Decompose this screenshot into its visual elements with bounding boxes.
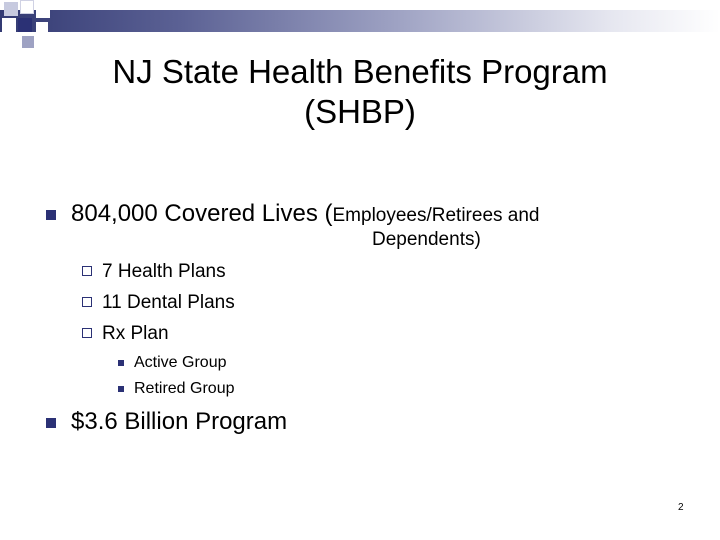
hollow-square-bullet-icon — [82, 297, 92, 307]
square-bullet-icon — [46, 210, 56, 220]
health-plans-text: 7 Health Plans — [102, 261, 226, 282]
covered-lives-detail: Employees/Retirees and — [332, 205, 540, 226]
small-square-bullet-icon — [118, 360, 124, 366]
hollow-square-bullet-icon — [82, 266, 92, 276]
slide-title — [40, 52, 680, 132]
header-gradient-bar — [0, 10, 720, 32]
page-number: 2 — [678, 502, 684, 513]
retired-group-text: Retired Group — [134, 380, 235, 397]
covered-lives-detail-continued: Dependents) — [372, 229, 481, 250]
small-square-bullet-icon — [118, 386, 124, 392]
dental-plans-text: 11 Dental Plans — [102, 292, 235, 313]
hollow-square-bullet-icon — [82, 328, 92, 338]
program-total-text: $3.6 Billion Program — [71, 408, 288, 435]
rx-plan-text: Rx Plan — [102, 323, 169, 344]
covered-lives-text: 804,000 Covered Lives ( — [71, 200, 333, 227]
active-group-text: Active Group — [134, 354, 227, 371]
title-line-2: (SHBP) — [304, 93, 416, 130]
square-bullet-icon — [46, 418, 56, 428]
title-line-1: NJ State Health Benefits Program — [112, 53, 608, 90]
